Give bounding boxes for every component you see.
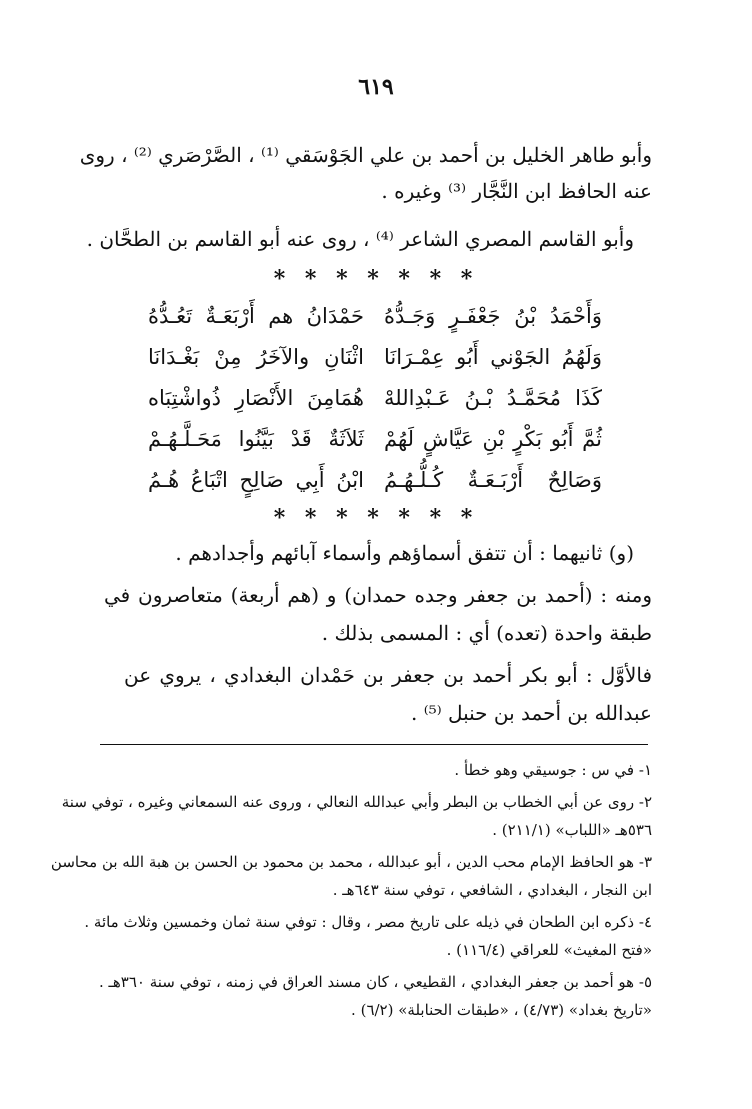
verse-first-hemistich: وَأَحْمَدُ بْنُ جَعْفَـرٍ وَجَـدُّهُ — [384, 304, 602, 328]
verse-line — [148, 460, 602, 500]
section-separator: * * * * * * * — [273, 505, 479, 531]
text-line: ومنه : (أحمد بن جعفر وجده حمدان) و (هم أربعة) متعاصرون في — [104, 583, 652, 607]
text-line: عنه الحافظ ابن النَّجَّار ⁽³⁾ وغيره . — [381, 179, 652, 203]
verse-line — [148, 378, 602, 418]
verse-second-hemistich: اثْنَانِ والآخَرُ مِنْ بَغْـدَانَا — [148, 345, 364, 369]
text-line: عبدالله بن أحمد بن حنبل ⁽⁵⁾ . — [411, 701, 652, 725]
verse-first-hemistich: ثُمَّ أَبُو بَكْرٍ بْنِ عَيَّاشٍ لَهُمْ — [384, 427, 602, 451]
verse-first-hemistich: وَصَالِحٌ أَرْبَـعَـةٌ كُـلُّـهُـمُ — [384, 468, 602, 492]
verse-line — [148, 419, 602, 459]
verse-line — [148, 337, 602, 377]
text-line: طبقة واحدة (تعده) أي : المسمى بذلك . — [321, 621, 652, 645]
section-separator: * * * * * * * — [273, 266, 479, 292]
footnote-line: ٥- هو أحمد بن جعفر البغدادي ، القطيعي ، كان مسند العراق في زمنه ، توفي سنة ٣٦٠هـ . — [98, 973, 652, 991]
page-number: ٦١٩ — [358, 74, 394, 100]
text-line: فالأوَّل : أبو بكر أحمد بن جعفر بن حَمْدان البغدادي ، يروي عن — [124, 663, 652, 687]
verse-line — [148, 296, 602, 336]
footnote-line: ٢- روى عن أبي الخطاب بن البطر وأبي عبدالله النعالي ، وروى عنه السمعاني وغيره ، توفي سنة — [61, 793, 652, 811]
text-line: وأبو طاهر الخليل بن أحمد بن علي الجَوْسَقي ⁽¹⁾ ، الصَّرْصَري ⁽²⁾ ، روى — [79, 143, 652, 167]
footnote-line: «فتح المغيث» للعراقي (١١٦/٤) . — [446, 941, 652, 959]
footnote-line: ٥٣٦هـ «اللباب» (٢١١/١) . — [492, 821, 652, 839]
footnote-line: ٣- هو الحافظ الإمام محب الدين ، أبو عبدالله ، محمد بن محمود بن الحسن بن هبة الله بن محاسن — [50, 853, 652, 871]
verse-second-hemistich: هُمَامِنَ الأَنْصَارِ ذُواشْتِبَاه — [148, 386, 364, 410]
verse-first-hemistich: كَذَا مُحَمَّـدُ بْـنُ عَـبْدِاللهْ — [384, 386, 602, 410]
verse-second-hemistich: ابْنُ أَبِي صَالِحٍ اتْبَاعُ هُـمُ — [148, 468, 364, 492]
footnote-line: ابن النجار ، البغدادي ، الشافعي ، توفي سنة ٦٤٣هـ . — [332, 881, 652, 899]
footnote-line: «تاريخ بغداد» (٤/٧٣) ، «طبقات الحنابلة» (٦/٢) . — [351, 1001, 652, 1019]
verse-second-hemistich: ثَلاَثَةٌ قَدْ بَيَّنُوا مَحَـلَّـهُـمْ — [148, 427, 364, 451]
verse-second-hemistich: حَمْدَانُ هم أَرْبَعَـةٌ تَعُـدُّهُ — [148, 304, 364, 328]
verse-first-hemistich: وَلَهُمُ الجَوْني أَبُو عِمْـرَانَا — [384, 345, 602, 369]
text-line: وأبو القاسم المصري الشاعر ⁽⁴⁾ ، روى عنه أبو القاسم بن الطحَّان . — [86, 227, 634, 251]
text-line: (و) ثانيهما : أن تتفق أسماؤهم وأسماء آبائهم وأجدادهم . — [175, 541, 634, 565]
footnote-line: ٤- ذكره ابن الطحان في ذيله على تاريخ مصر ، وقال : توفي سنة ثمان وخمسين وثلاث مائة . — [84, 913, 652, 931]
footnote-line: ١- في س : جوسيقي وهو خطأ . — [454, 761, 652, 779]
footnote-divider — [100, 744, 648, 745]
